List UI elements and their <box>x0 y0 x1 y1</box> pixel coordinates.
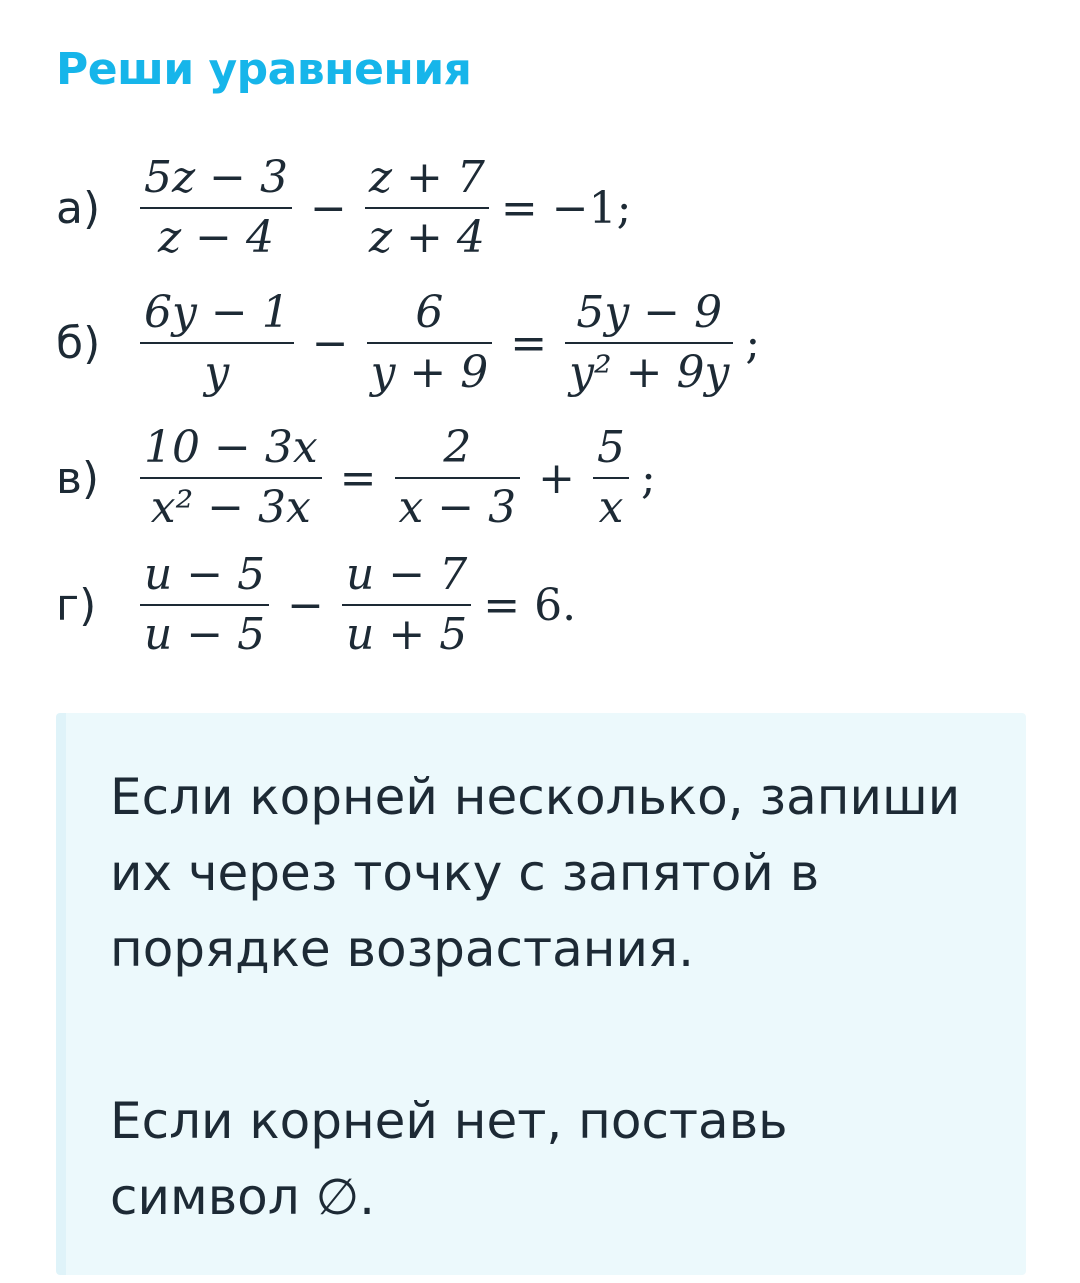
numerator: u − 5 <box>144 549 266 600</box>
fraction <box>140 149 292 267</box>
denominator: x − 3 <box>398 482 517 533</box>
numerator: 5y − 9 <box>576 287 723 338</box>
operator: = <box>510 317 548 369</box>
page-title: Реши уравнения <box>56 44 472 95</box>
numerator: 5 <box>597 422 626 473</box>
right-hand-side: ; <box>745 317 761 369</box>
denominator: x² − 3x <box>150 482 311 533</box>
numerator: z + 7 <box>368 152 485 203</box>
denominator: x <box>598 482 624 533</box>
equation-label: в) <box>56 452 100 504</box>
fraction <box>365 149 489 267</box>
numerator: 10 − 3x <box>144 422 318 473</box>
fraction <box>140 284 294 402</box>
operator: + <box>538 452 576 504</box>
equation-d <box>56 540 576 670</box>
operator: − <box>287 579 325 631</box>
denominator: y <box>204 347 230 398</box>
equation-b <box>56 278 760 408</box>
fraction <box>140 546 269 664</box>
numerator: 6 <box>415 287 444 338</box>
denominator: z + 4 <box>368 212 485 263</box>
instruction-no-roots: Если корней нет, поставь символ ∅. <box>110 1092 788 1226</box>
equation-a <box>56 143 631 273</box>
denominator: y² + 9y <box>569 347 730 398</box>
right-hand-side: = −1; <box>500 182 632 234</box>
right-hand-side: = 6. <box>483 579 577 631</box>
fraction <box>565 284 733 402</box>
instruction-box <box>56 713 1026 1275</box>
denominator: u − 5 <box>144 609 266 660</box>
instruction-multiple-roots: Если корней несколько, запиши их через точку с запятой в порядке возрастания. <box>110 768 961 978</box>
denominator: y + 9 <box>370 347 489 398</box>
numerator: u − 7 <box>346 549 468 600</box>
operator: = <box>339 452 377 504</box>
fraction <box>395 419 521 537</box>
equation-label: а) <box>56 182 101 234</box>
numerator: 6y − 1 <box>144 287 290 338</box>
equation-label: б) <box>56 317 101 369</box>
numerator: 5z − 3 <box>144 152 289 203</box>
denominator: z − 4 <box>158 212 275 263</box>
right-hand-side: ; <box>641 452 656 504</box>
fraction <box>140 419 322 537</box>
operator: − <box>310 182 347 234</box>
fraction <box>342 546 471 664</box>
equation-label: г) <box>56 579 97 631</box>
denominator: u + 5 <box>346 609 468 660</box>
equation-c <box>56 413 656 543</box>
fraction <box>367 284 493 402</box>
operator: − <box>311 317 349 369</box>
numerator: 2 <box>443 422 472 473</box>
fraction <box>593 419 629 537</box>
